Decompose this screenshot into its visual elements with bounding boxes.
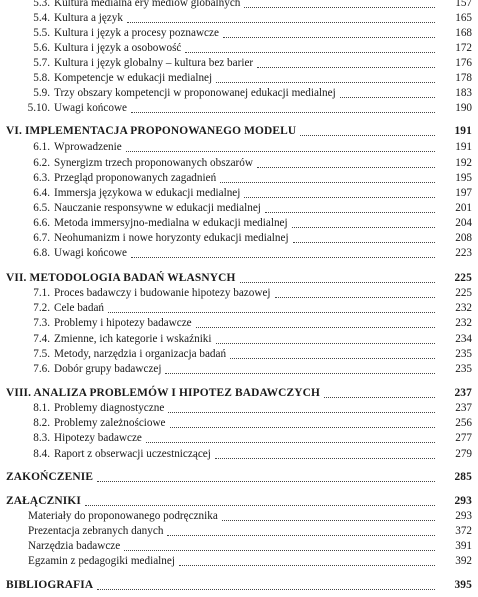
toc-entry-number: 8.3.	[33, 432, 50, 444]
toc-entry-title: Kultura i język a osobowość	[54, 42, 182, 54]
toc-entry-title: Zmienne, ich kategorie i wskaźniki	[54, 333, 212, 345]
toc-entry	[0, 539, 478, 554]
dot-leader	[324, 397, 435, 398]
toc-entry	[0, 554, 478, 569]
toc-entry-title: Neohumanizm i nowe horyzonty edukacji medialnej	[54, 232, 289, 244]
toc-entry-title: Prezentacja zebranych danych	[28, 525, 164, 537]
toc-entry	[0, 401, 478, 416]
toc-page-number: 279	[437, 447, 472, 462]
toc-page-number: 225	[437, 286, 472, 301]
toc-entry	[0, 332, 478, 347]
toc-section-heading	[0, 124, 478, 139]
toc-entry-title: Narzędzia badawcze	[28, 540, 121, 552]
toc-section-title: VI. IMPLEMENTACJA PROPONOWANEGO MODELU	[6, 125, 297, 137]
toc-page-number: 235	[437, 347, 472, 362]
toc-section-heading	[0, 386, 478, 401]
toc-entry-title: Kultura i język globalny – kultura bez barier	[54, 57, 254, 69]
toc-entry-number: 6.2.	[33, 157, 50, 169]
toc-entry	[0, 156, 478, 171]
toc-entry-title: Hipotezy badawcze	[54, 432, 142, 444]
toc-entry-number: 5.4.	[33, 12, 50, 24]
toc-entry-title: Raport z obserwacji uczestniczącej	[54, 448, 211, 460]
toc-page-number: 204	[437, 216, 472, 231]
dot-leader	[223, 37, 435, 38]
toc-section-heading	[0, 470, 478, 485]
toc-entry	[0, 11, 478, 26]
toc-entry	[0, 347, 478, 362]
toc-entry-title: Cele badań	[54, 302, 105, 314]
toc-entry-number: 5.6.	[33, 42, 50, 54]
toc-entry-number: 6.1.	[33, 141, 50, 153]
toc-entry-number: 6.4.	[33, 187, 50, 199]
toc-entry	[0, 171, 478, 186]
toc-page-number: 256	[437, 416, 472, 431]
dot-leader	[292, 227, 435, 228]
toc-entry-title: Kultura medialna ery mediów globalnych	[54, 0, 242, 11]
toc-page-number: 235	[437, 362, 472, 377]
dot-leader	[244, 7, 435, 8]
toc-page-number: 237	[437, 386, 472, 401]
toc-entry	[0, 86, 478, 101]
dot-leader	[300, 135, 435, 136]
toc-entry-number: 5.8.	[33, 72, 50, 84]
toc-entry	[0, 101, 478, 116]
toc-entry-title: Problemy zależnościowe	[54, 417, 166, 429]
toc-entry-title: Kultura a język	[54, 12, 123, 24]
dot-leader	[215, 458, 435, 459]
dot-leader	[216, 82, 435, 83]
dot-leader	[179, 565, 435, 566]
dot-leader	[265, 212, 435, 213]
toc-entry	[0, 0, 478, 11]
dot-leader	[244, 197, 435, 198]
toc-page-number: 223	[437, 246, 472, 261]
toc-page-number: 372	[437, 524, 472, 539]
toc-entry-title: Synergizm trzech proponowanych obszarów	[54, 157, 253, 169]
toc-entry-title: Uwagi końcowe	[54, 247, 128, 259]
toc-entry-title: Problemy diagnostyczne	[54, 402, 165, 414]
toc-page-number: 191	[437, 124, 472, 139]
dot-leader	[340, 97, 435, 98]
dot-leader	[97, 589, 435, 590]
toc-page-number: 192	[437, 156, 472, 171]
dot-leader	[124, 550, 435, 551]
toc-entry	[0, 186, 478, 201]
toc-section-heading	[0, 494, 478, 509]
toc-section-heading	[0, 271, 478, 286]
toc-page-number: 277	[437, 431, 472, 446]
dot-leader	[196, 327, 435, 328]
toc-page-number: 293	[437, 494, 472, 509]
toc-entry-title: Immersja językowa w edukacji medialnej	[54, 187, 241, 199]
toc-entry-number: 5.10.	[27, 102, 50, 114]
toc-section-title: BIBLIOGRAFIA	[6, 579, 94, 591]
toc-entry-number: 6.6.	[33, 217, 50, 229]
toc-entry	[0, 431, 478, 446]
toc-page-number: 237	[437, 401, 472, 416]
toc-entry	[0, 26, 478, 41]
toc-entry-number: 5.9.	[33, 87, 50, 99]
toc-page-number: 157	[437, 0, 472, 11]
toc-page-number: 172	[437, 41, 472, 56]
toc-page-number: 232	[437, 301, 472, 316]
dot-leader	[216, 343, 435, 344]
toc-entry-number: 7.6.	[33, 363, 50, 375]
toc-entry	[0, 509, 478, 524]
toc-page-number: 201	[437, 201, 472, 216]
toc-entry	[0, 524, 478, 539]
toc-page-number: 293	[437, 509, 472, 524]
toc-entry	[0, 416, 478, 431]
toc-entry-number: 7.3.	[33, 317, 50, 329]
toc-entry-number: 8.4.	[33, 448, 50, 460]
toc-page-number: 178	[437, 71, 472, 86]
toc-section-title: VII. METODOLOGIA BADAŃ WŁASNYCH	[6, 272, 236, 284]
toc-page-number: 232	[437, 316, 472, 331]
toc-entry	[0, 246, 478, 261]
toc-page-number: 225	[437, 271, 472, 286]
toc-entry-number: 6.5.	[33, 202, 50, 214]
toc-page-number: 392	[437, 554, 472, 569]
toc-entry-number: 5.3.	[33, 0, 50, 9]
toc-entry-title: Metody, narzędzia i organizacja badań	[54, 348, 227, 360]
toc-entry-title: Trzy obszary kompetencji w proponowanej edukacji medialnej	[54, 87, 336, 99]
toc-section-title: VIII. ANALIZA PROBLEMÓW I HIPOTEZ BADAWCZYCH	[6, 387, 320, 399]
toc-entry	[0, 71, 478, 86]
dot-leader	[240, 282, 435, 283]
dot-leader	[131, 257, 435, 258]
dot-leader	[127, 22, 435, 23]
toc-entry-title: Dobór grupy badawczej	[54, 363, 162, 375]
toc-entry-title: Uwagi końcowe	[54, 102, 128, 114]
toc-entry-title: Egzamin z pedagogiki medialnej	[28, 555, 175, 567]
toc-page-number: 176	[437, 56, 472, 71]
toc-entry	[0, 362, 478, 377]
dot-leader	[275, 297, 435, 298]
toc-page-number: 191	[437, 140, 472, 155]
toc-entry-title: Wprowadzenie	[54, 141, 122, 153]
toc-entry-number: 6.7.	[33, 232, 50, 244]
dot-leader	[108, 312, 435, 313]
toc-page-number: 395	[437, 578, 472, 593]
toc-entry	[0, 316, 478, 331]
toc-entry-number: 7.2.	[33, 302, 50, 314]
dot-leader	[185, 52, 435, 53]
dot-leader	[293, 242, 435, 243]
toc-entry	[0, 201, 478, 216]
toc-page-number: 285	[437, 470, 472, 485]
toc-page-number: 234	[437, 332, 472, 347]
dot-leader	[165, 373, 435, 374]
dot-leader	[131, 112, 435, 113]
toc-entry	[0, 56, 478, 71]
toc-entry-number: 5.5.	[33, 27, 50, 39]
dot-leader	[257, 167, 435, 168]
toc-page-number: 190	[437, 101, 472, 116]
dot-leader	[167, 535, 435, 536]
dot-leader	[126, 151, 435, 152]
toc-entry	[0, 231, 478, 246]
dot-leader	[257, 67, 435, 68]
dot-leader	[222, 520, 435, 521]
toc-page-number: 391	[437, 539, 472, 554]
dot-leader	[146, 442, 435, 443]
toc-entry-title: Nauczanie responsywne w edukacji medialnej	[54, 202, 261, 214]
toc-entry-number: 8.1.	[33, 402, 50, 414]
toc-entry-title: Kompetencje w edukacji medialnej	[54, 72, 213, 84]
dot-leader	[220, 182, 435, 183]
dot-leader	[168, 412, 435, 413]
toc-entry	[0, 447, 478, 462]
dot-leader	[230, 358, 435, 359]
dot-leader	[97, 481, 435, 482]
toc-page-number: 197	[437, 186, 472, 201]
dot-leader	[85, 505, 435, 506]
toc-entry	[0, 216, 478, 231]
toc-section-title: ZAŁĄCZNIKI	[6, 495, 81, 507]
toc-entry-number: 6.3.	[33, 172, 50, 184]
toc-entry-number: 8.2.	[33, 417, 50, 429]
toc-entry-number: 5.7.	[33, 57, 50, 69]
toc-entry	[0, 140, 478, 155]
toc-entry-title: Przegląd proponowanych zagadnień	[54, 172, 217, 184]
toc-entry-number: 6.8.	[33, 247, 50, 259]
toc-page-number: 168	[437, 26, 472, 41]
toc-entry-title: Metoda immersyjno-medialna w edukacji medialnej	[54, 217, 288, 229]
toc-entry-title: Problemy i hipotezy badawcze	[54, 317, 192, 329]
toc-entry	[0, 41, 478, 56]
toc-page-number: 208	[437, 231, 472, 246]
toc-entry-number: 7.1.	[33, 287, 50, 299]
toc-page-number: 165	[437, 11, 472, 26]
toc-entry-title: Proces badawczy i budowanie hipotezy bazowej	[54, 287, 271, 299]
toc-entry-number: 7.5.	[33, 348, 50, 360]
toc-section-heading	[0, 578, 478, 593]
toc-page-number: 195	[437, 171, 472, 186]
toc-entry	[0, 286, 478, 301]
toc-section-title: ZAKOŃCZENIE	[6, 471, 94, 483]
toc-entry	[0, 301, 478, 316]
toc-entry-number: 7.4.	[33, 333, 50, 345]
toc-entry-title: Materiały do proponowanego podręcznika	[28, 510, 218, 522]
toc-entry-title: Kultura i język a procesy poznawcze	[54, 27, 219, 39]
dot-leader	[170, 427, 435, 428]
toc-page-number: 183	[437, 86, 472, 101]
